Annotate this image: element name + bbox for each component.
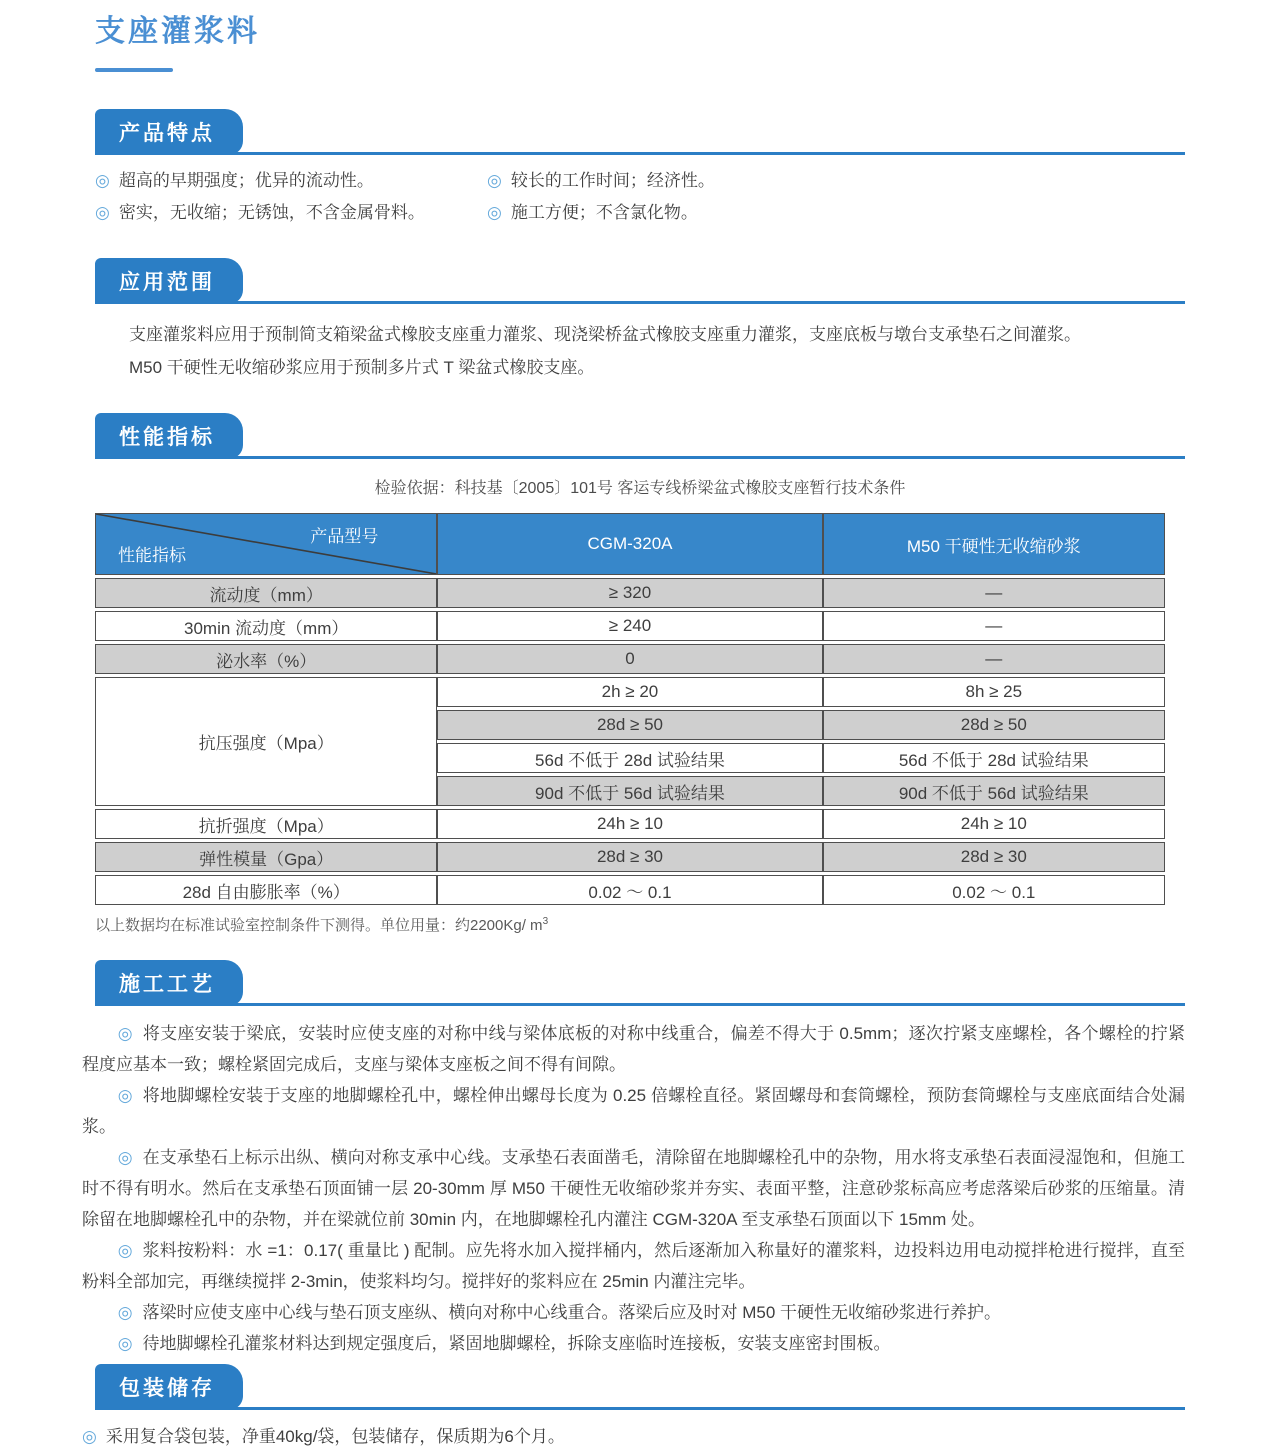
- table-row: [95, 677, 1165, 707]
- corner-label-performance-index: 性能指标: [118, 546, 186, 565]
- step-text: 在支承垫石上标示出纵、横向对称支承中心线。支承垫石表面凿毛，清除留在地脚螺栓孔中的杂物，用水将支承垫石表面浸湿饱和，但施工时不得有明水。然后在支承垫石顶面铺一层 20-30mm 厚 M50 干硬性无收缩砂浆并夯实、表面平整，注意砂浆标高应考虑落梁后砂浆的压缩量。清除留在地脚螺栓孔中的杂物，并在梁就位前 30min 内，在地脚螺栓孔内灌注 CGM-320A 至支承垫石顶面以下 15mm 处。: [82, 1148, 1186, 1229]
- row-label: 抗折强度（Mpa）: [95, 809, 437, 839]
- section-tab-application: 应用范围: [95, 258, 243, 304]
- cell-value: 28d ≥ 50: [437, 710, 822, 740]
- application-paragraphs: [95, 318, 1185, 384]
- construction-step: [82, 1297, 1185, 1328]
- inspection-basis: 检验依据：科技基〔2005〕101号 客运专线桥梁盆式橡胶支座暂行技术条件: [374, 480, 906, 497]
- row-label: 泌水率（%）: [95, 644, 437, 674]
- corner-label-product-model: 产品型号: [310, 527, 379, 546]
- section-tab-features: 产品特点: [95, 109, 243, 155]
- feature-text: 较长的工作时间；经济性。: [510, 171, 715, 190]
- section-header-construction: [95, 965, 1185, 1006]
- construction-step: [82, 1328, 1185, 1359]
- double-circle-bullet-icon: ◎: [487, 203, 502, 222]
- table-footnote: [95, 914, 1185, 935]
- row-label-compressive-strength: 抗压强度（Mpa）: [95, 677, 437, 806]
- cell-value: ≥ 320: [437, 578, 822, 608]
- cell-value: ≥ 240: [437, 611, 822, 641]
- performance-table: [95, 510, 1165, 908]
- cell-value: 90d 不低于 56d 试验结果: [823, 776, 1165, 806]
- cell-value: 28d ≥ 50: [823, 710, 1165, 740]
- construction-steps: [82, 1018, 1185, 1359]
- table-row: [95, 842, 1165, 872]
- double-circle-bullet-icon: ◎: [95, 203, 110, 222]
- list-item: [487, 197, 715, 229]
- section-tab-performance: 性能指标: [95, 413, 243, 459]
- double-circle-bullet-icon: ◎: [117, 1024, 133, 1043]
- table-row: [95, 611, 1165, 641]
- features-list: [95, 165, 1185, 229]
- construction-step: [82, 1235, 1185, 1297]
- cell-value: —: [823, 578, 1165, 608]
- section-tab-packaging: 包装储存: [95, 1364, 243, 1410]
- table-row: [95, 644, 1165, 674]
- cell-value: 2h ≥ 20: [437, 677, 822, 707]
- packaging-text: 采用复合袋包装，净重40kg/袋，包装储存，保质期为6个月。: [105, 1427, 565, 1446]
- features-column-left: [95, 165, 487, 229]
- construction-step: [82, 1018, 1185, 1080]
- row-label: 30min 流动度（mm）: [95, 611, 437, 641]
- page-title: 支座灌浆料: [95, 15, 260, 48]
- double-circle-bullet-icon: ◎: [117, 1241, 133, 1260]
- feature-text: 密实，无收缩；无锈蚀，不含金属骨料。: [118, 203, 425, 222]
- double-circle-bullet-icon: ◎: [117, 1148, 133, 1167]
- section-header-performance: [95, 418, 1185, 459]
- feature-text: 超高的早期强度；优异的流动性。: [118, 171, 374, 190]
- table-corner-cell: [95, 513, 437, 575]
- list-item: [95, 197, 487, 229]
- cell-value: 56d 不低于 28d 试验结果: [437, 743, 822, 773]
- table-row: [95, 809, 1165, 839]
- row-label: 弹性模量（Gpa）: [95, 842, 437, 872]
- footnote-text: 以上数据均在标准试验室控制条件下测得。单位用量：约2200Kg/ m: [95, 917, 543, 934]
- cell-value: 24h ≥ 10: [823, 809, 1165, 839]
- application-paragraph: M50 干硬性无收缩砂浆应用于预制多片式 T 梁盆式橡胶支座。: [129, 358, 595, 377]
- cell-value: 0.02 ～ 0.1: [823, 875, 1165, 905]
- column-header-cgm320a: CGM-320A: [437, 513, 822, 575]
- cell-value: 0.02 ～ 0.1: [437, 875, 822, 905]
- cell-value: 24h ≥ 10: [437, 809, 822, 839]
- section-header-application: [95, 263, 1185, 304]
- cell-value: —: [823, 611, 1165, 641]
- double-circle-bullet-icon: ◎: [117, 1303, 133, 1322]
- footnote-superscript: 3: [542, 916, 549, 927]
- step-text: 待地脚螺栓孔灌浆材料达到规定强度后，紧固地脚螺栓，拆除支座临时连接板，安装支座密封围板。: [142, 1334, 891, 1353]
- feature-text: 施工方便；不含氯化物。: [510, 203, 698, 222]
- application-paragraph: 支座灌浆料应用于预制简支箱梁盆式橡胶支座重力灌浆、现浇梁桥盆式橡胶支座重力灌浆，支座底板与墩台支承垫石之间灌浆。: [129, 325, 1081, 344]
- list-item: [95, 165, 487, 197]
- features-column-right: [487, 165, 715, 229]
- list-item: [487, 165, 715, 197]
- column-header-m50: M50 干硬性无收缩砂浆: [823, 513, 1165, 575]
- section-tab-construction: 施工工艺: [95, 960, 243, 1006]
- cell-value: 0: [437, 644, 822, 674]
- step-text: 浆料按粉料：水 =1：0.17( 重量比 ) 配制。应先将水加入搅拌桶内，然后逐渐加入称量好的灌浆料，边投料边用电动搅拌枪进行搅拌，直至粉料全部加完，再继续搅拌 2-3min，使浆料均匀。搅拌好的浆料应在 25min 内灌注完毕。: [82, 1241, 1185, 1291]
- cell-value: 8h ≥ 25: [823, 677, 1165, 707]
- double-circle-bullet-icon: ◎: [82, 1427, 97, 1446]
- double-circle-bullet-icon: ◎: [117, 1334, 133, 1353]
- cell-value: 28d ≥ 30: [437, 842, 822, 872]
- table-header-row: [95, 513, 1165, 575]
- cell-value: 56d 不低于 28d 试验结果: [823, 743, 1165, 773]
- construction-step: [82, 1142, 1185, 1235]
- table-row: [95, 578, 1165, 608]
- cell-value: 90d 不低于 56d 试验结果: [437, 776, 822, 806]
- cell-value: 28d ≥ 30: [823, 842, 1165, 872]
- row-label: 28d 自由膨胀率（%）: [95, 875, 437, 905]
- section-header-features: [95, 114, 1185, 155]
- double-circle-bullet-icon: ◎: [95, 171, 110, 190]
- table-row: [95, 875, 1165, 905]
- row-label: 流动度（mm）: [95, 578, 437, 608]
- cell-value: —: [823, 644, 1165, 674]
- construction-step: [82, 1080, 1185, 1142]
- double-circle-bullet-icon: ◎: [487, 171, 502, 190]
- packaging-item: [82, 1422, 1185, 1452]
- step-text: 将地脚螺栓安装于支座的地脚螺栓孔中，螺栓伸出螺母长度为 0.25 倍螺栓直径。紧固螺母和套筒螺栓，预防套筒螺栓与支座底面结合处漏浆。: [82, 1086, 1186, 1136]
- step-text: 将支座安装于梁底，安装时应使支座的对称中线与梁体底板的对称中线重合，偏差不得大于 0.5mm；逐次拧紧支座螺栓，各个螺栓的拧紧程度应基本一致；螺栓紧固完成后，支座与梁体支座板之间不得有间隙。: [82, 1024, 1185, 1074]
- step-text: 落梁时应使支座中心线与垫石顶支座纵、横向对称中心线重合。落梁后应及时对 M50 干硬性无收缩砂浆进行养护。: [142, 1303, 1002, 1322]
- title-underline: [95, 68, 173, 72]
- double-circle-bullet-icon: ◎: [117, 1086, 133, 1105]
- section-header-packaging: [95, 1369, 1185, 1410]
